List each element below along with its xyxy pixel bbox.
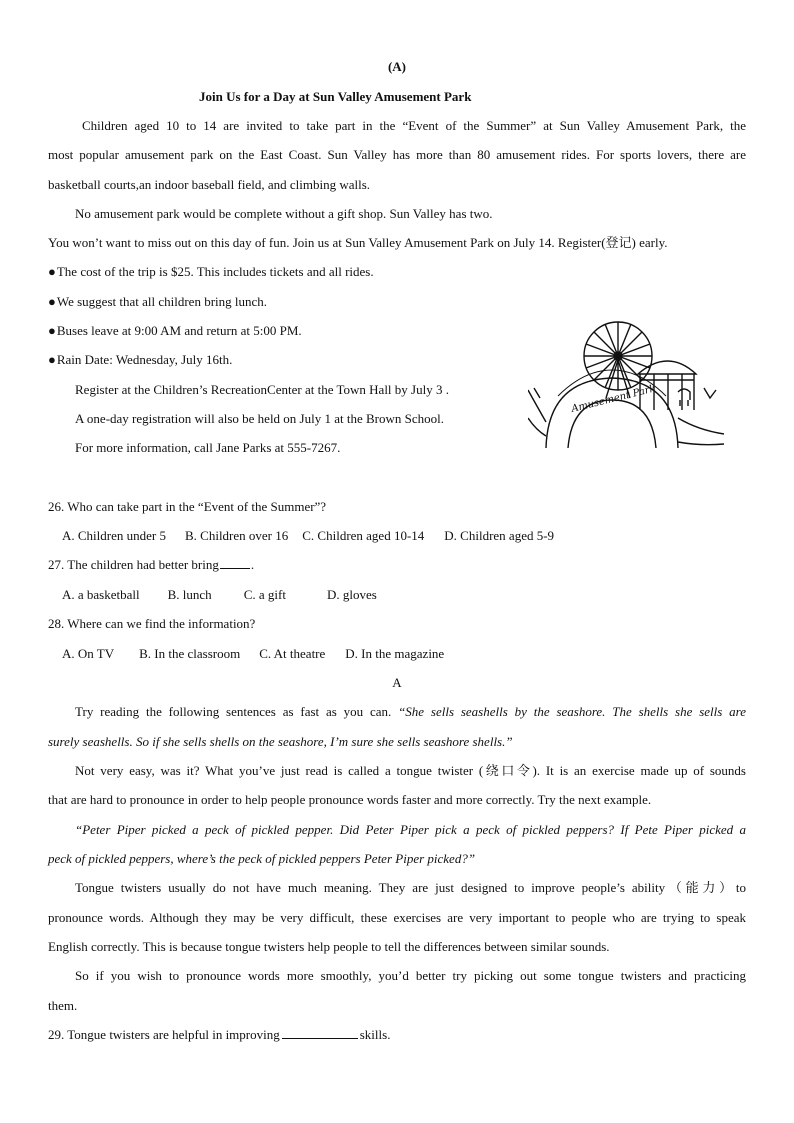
passage1-para1-line1: Children aged 10 to 14 are invited to take part in the “Event of the Summer” at Sun Valley Amusement Park, the	[82, 118, 746, 133]
q26-option-d: D. Children aged 5-9	[444, 528, 555, 543]
section-label-a2: A	[392, 675, 402, 690]
passage-title: Join Us for a Day at Sun Valley Amusement Park	[199, 89, 472, 104]
question-28-stem: 28. Where can we find the information?	[48, 616, 256, 631]
park-arch-icon	[546, 370, 678, 448]
passage1-para1-line2: most popular amusement park on the East Coast. Sun Valley has more than 80 amusement rides. For sports lovers, there are	[48, 147, 746, 162]
passage2-para5-line1: So if you wish to pronounce words more smoothly, you’d better try picking out some tongue twisters and practicing	[75, 968, 746, 983]
register-info-3: For more information, call Jane Parks at 555-7267.	[75, 440, 341, 455]
bullet-buses: ● Buses leave at 9:00 AM and return at 5:00 PM.	[48, 322, 302, 339]
q26-option-c: C. Children aged 10-14	[302, 528, 425, 543]
question-26-options	[62, 527, 554, 544]
passage2-para4-line1: Tongue twisters usually do not have much meaning. They are just designed to improve people’s ability（能力）to	[75, 880, 746, 895]
q26-option-a: A. Children under 5	[62, 528, 166, 543]
question-28-options	[62, 645, 444, 662]
question-27-options	[62, 586, 377, 603]
question-27-stem: 27. The children had better bring .	[48, 557, 255, 572]
bullet-cost: ● The cost of the trip is $25. This includes tickets and all rides.	[48, 263, 374, 280]
q28-option-c: C. At theatre	[259, 646, 326, 661]
passage2-para2-line2: that are hard to pronounce in order to help people pronounce words faster and more correctly. Try the next example.	[48, 792, 652, 807]
passage1-para3: You won’t want to miss out on this day of fun. Join us at Sun Valley Amusement Park on July 14. Register(登记) early.	[48, 235, 668, 250]
amusement-park-illustration	[528, 318, 724, 452]
q26-option-b: B. Children over 16	[184, 528, 289, 543]
q27-option-c: C. a gift	[243, 587, 286, 602]
register-info-2: A one-day registration will also be held on July 1 at the Brown School.	[75, 411, 444, 426]
section-label-a: (A)	[387, 59, 407, 74]
q28-option-a: A. On TV	[62, 646, 115, 661]
q29-blank	[282, 1027, 358, 1039]
passage1-para1-line3: basketball courts,an indoor baseball field, and climbing walls.	[48, 177, 371, 192]
passage2-para4-line2: pronounce words. Although they may be very difficult, these exercises are very important to people who are trying to speak	[48, 910, 746, 925]
passage2-para3-line2: peck of pickled peppers, where’s the peck of pickled peppers Peter Piper picked?”	[48, 851, 476, 866]
passage2-para2-line1: Not very easy, was it? What you’ve just read is called a tongue twister (绕口令). It is an exercise made up of sounds	[75, 763, 746, 778]
passage2-para1-line1: Try reading the following sentences as fast as you can. “She sells seashells by the seashore. The shells she sells are	[75, 704, 746, 719]
q27-option-a: A. a basketball	[62, 587, 140, 602]
passage2-para1-line2: surely seashells. So if she sells shells on the seashore, I’m sure she sells seashore shells.”	[48, 734, 513, 749]
q27-option-b: B. lunch	[167, 587, 212, 602]
passage2-para3-line1: “Peter Piper picked a peck of pickled pepper. Did Peter Piper pick a peck of pickled peppers? If Pete Piper picked a	[75, 822, 746, 837]
q27-blank	[220, 557, 250, 569]
passage1-para2: No amusement park would be complete without a gift shop. Sun Valley has two.	[75, 206, 493, 221]
question-26-stem: 26. Who can take part in the “Event of the Summer”?	[48, 499, 327, 514]
q27-option-d: D. gloves	[326, 587, 377, 602]
bullet-lunch: ● We suggest that all children bring lunch.	[48, 293, 267, 310]
park-sign-text: Amusement Park	[570, 383, 657, 415]
q28-option-b: B. In the classroom	[139, 646, 241, 661]
bullet-rain-date: ● Rain Date: Wednesday, July 16th.	[48, 351, 232, 368]
question-29: 29. Tongue twisters are helpful in improving skills.	[48, 1027, 391, 1042]
passage2-para4-line3: English correctly. This is because tongue twisters help people to tell the differences between similar sounds.	[48, 939, 610, 954]
q28-option-d: D. In the magazine	[345, 646, 445, 661]
register-info-1: Register at the Children’s RecreationCenter at the Town Hall by July 3 .	[75, 382, 449, 397]
passage2-para5-line2: them.	[48, 998, 78, 1013]
